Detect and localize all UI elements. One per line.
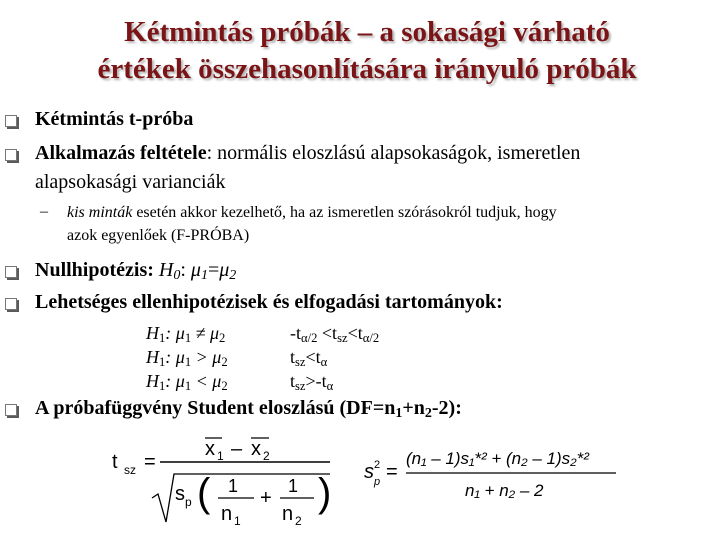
xbar1: x	[205, 438, 215, 460]
bullet-icon	[5, 266, 17, 278]
acceptance-1: $-t_{\alpha/2} <t_{sz}<t_{\alpha/2}$	[290, 323, 380, 345]
title-line-1: Kétmintás próbák – a sokasági várható	[124, 16, 610, 48]
sub-rest: esetén akkor kezelhető, ha az ismeretlen szórásokról tudjuk, hogy	[132, 204, 557, 221]
t-subscript: sz	[124, 463, 136, 477]
title-line-2: értékek összehasonlítására irányuló próbák	[97, 53, 637, 85]
t-statistic-formula	[108, 428, 338, 528]
paren-left: (	[197, 471, 211, 515]
pooled-variance-formula	[360, 440, 620, 510]
hypothesis-3: $H_1$: $\mu_1 < \mu_2$	[146, 371, 228, 393]
bullet-ketmintas-t-proba: Kétmintás t-próba	[35, 108, 194, 130]
bullet-icon	[5, 404, 17, 416]
n2: n	[282, 503, 294, 525]
paren-right: )	[318, 471, 332, 515]
s-superscript: 2	[374, 459, 381, 471]
bullet-probafuggveny: A próbafüggvény Student eloszlású $(DF=n_1+n_2-2)$:	[35, 397, 462, 421]
bullet-icon	[5, 149, 17, 161]
sp-subscript: p	[185, 495, 192, 509]
hypothesis-2: $H_1$: $\mu_1 > \mu_2$	[146, 347, 228, 369]
bullet-nullhipotezis: Nullhipotézis: $H_0$: $\mu_1=\mu_2$	[35, 259, 237, 283]
bullet-ellenhipotezisek: Lehetséges ellenhipotézisek és elfogadási tartományok:	[35, 291, 503, 313]
n2-sub: 2	[295, 514, 302, 528]
sp-numerator: (n₁ – 1)s₁*² + (n₂ – 1)s₂*²	[406, 449, 589, 468]
minus-sign: –	[231, 438, 243, 460]
one-a: 1	[228, 476, 239, 496]
hypothesis-1: $H_1$: $\mu_1 \ne \mu_2$	[146, 323, 226, 345]
sub-bullet-kis-mintak	[67, 202, 557, 224]
n1-sub: 1	[234, 514, 241, 528]
bullet-alkalmazas-feltetele	[35, 141, 580, 165]
equals-sign: =	[144, 451, 156, 473]
equals-sign-2: =	[386, 461, 398, 483]
sub-bullet-dash: –	[40, 203, 48, 220]
sub-italic: kis minták	[67, 204, 133, 221]
sub-bullet-line2: azok egyenlőek (F-PRÓBA)	[67, 227, 250, 244]
bullet-icon	[5, 298, 17, 310]
xbar2-sub: 2	[263, 449, 270, 463]
acceptance-3: $t_{sz}>-t_\alpha$	[290, 371, 334, 393]
plus-sign: +	[260, 487, 272, 509]
sp-symbol: s	[175, 483, 185, 505]
bullet-icon	[5, 115, 17, 127]
condition-text: : normális eloszlású alapsokaságok, ismeretlen	[206, 142, 581, 164]
t-symbol: t	[112, 451, 118, 473]
acceptance-2: $t_{sz}<t_\alpha$	[290, 347, 328, 369]
condition-label: Alkalmazás feltétele	[35, 142, 207, 164]
slide-title	[22, 14, 712, 88]
s-symbol: s	[364, 461, 374, 483]
s-subscript: p	[374, 476, 381, 488]
sp-denominator: n₁ + n₂ – 2	[465, 481, 544, 500]
bullet-alkalmazas-line2: alapsokasági varianciák	[35, 171, 226, 193]
one-b: 1	[288, 476, 299, 496]
n1: n	[221, 503, 233, 525]
xbar1-sub: 1	[217, 449, 224, 463]
xbar2: x	[251, 438, 261, 460]
